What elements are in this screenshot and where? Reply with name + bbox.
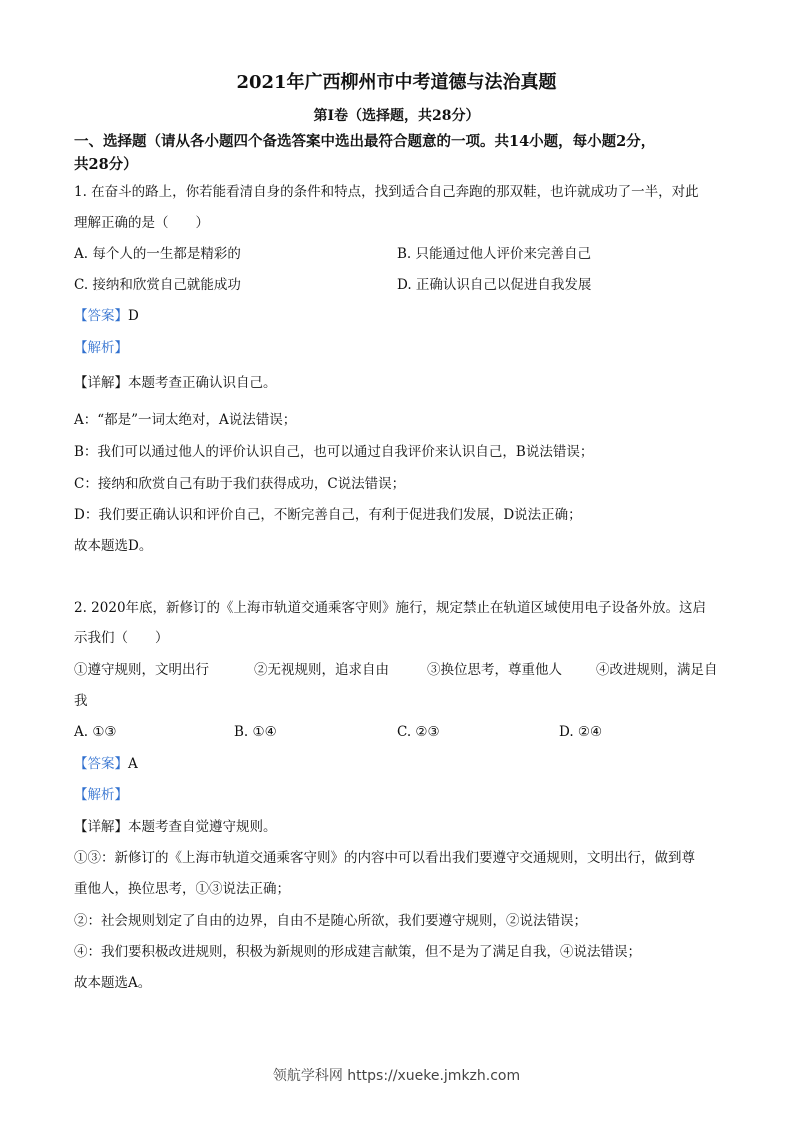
q2-item-2: ②无视规则，追求自由	[254, 662, 389, 678]
q2-explanation-4: ④：我们要积极改进规则，积极为新规则的形成建言献策，但不是为了满足自我，④说法错误；	[74, 944, 641, 960]
q1-stem-cont: 理解正确的是（ ）	[74, 215, 209, 231]
q1-analysis-tag: 【解析】	[74, 340, 128, 356]
q1-explanation-d: D：我们要正确认识和评价自己，不断完善自己，有利于促进我们发展，D说法正确；	[74, 507, 582, 523]
q2-stem: 2. 2020年底，新修订的《上海市轨道交通乘客守则》施行，规定禁止在轨道区域使用电子设备外放。这启	[74, 600, 707, 616]
q1-option-c: C. 接纳和欣赏自己就能成功	[74, 277, 241, 293]
section-subtitle: 第Ⅰ卷（选择题，共28分）	[313, 108, 480, 124]
q2-explanation-2: ②：社会规则划定了自由的边界，自由不是随心所欲，我们要遵守规则，②说法错误；	[74, 913, 587, 929]
q1-option-a: A. 每个人的一生都是精彩的	[74, 246, 241, 262]
q2-option-c: C. ②③	[397, 724, 440, 740]
q2-item-1: ①遵守规则，文明出行	[74, 662, 209, 678]
q1-conclusion: 故本题选D。	[74, 538, 153, 554]
q2-explanation-13: ①③：新修订的《上海市轨道交通乘客守则》的内容中可以看出我们要遵守交通规则，文明出行，做到尊	[74, 850, 695, 866]
q1-option-b: B. 只能通过他人评价来完善自己	[397, 246, 592, 262]
detail-text: 本题考查自觉遵守规则。	[128, 819, 277, 835]
q2-item-4: ④改进规则，满足自	[596, 662, 718, 678]
q1-explanation-a: A：“都是”一词太绝对，A说法错误；	[74, 412, 297, 428]
q2-item-4-cont: 我	[74, 693, 88, 709]
answer-tag: 【答案】	[74, 308, 128, 324]
q2-option-b: B. ①④	[234, 724, 277, 740]
q2-detail	[74, 817, 277, 837]
answer-tag: 【答案】	[74, 756, 128, 772]
detail-tag: 【详解】	[74, 375, 128, 391]
q2-option-d: D. ②④	[559, 724, 603, 740]
q1-stem: 1. 在奋斗的路上，你若能看清自身的条件和特点，找到适合自己奔跑的那双鞋，也许就成功了一半，对此	[74, 184, 699, 200]
q1-explanation-c: C：接纳和欣赏自己有助于我们获得成功，C说法错误；	[74, 476, 406, 492]
page-title: 2021年广西柳州市中考道德与法治真题	[236, 72, 557, 93]
q2-item-3: ③换位思考，尊重他人	[427, 662, 562, 678]
section-instruction-cont: 共28分）	[74, 156, 138, 173]
section-instruction: 一、选择题（请从各小题四个备选答案中选出最符合题意的一项。共14小题，每小题2分，	[74, 133, 656, 150]
q2-analysis-tag: 【解析】	[74, 787, 128, 803]
answer-value: D	[128, 308, 139, 324]
q2-explanation-13-cont: 重他人，换位思考，①③说法正确；	[74, 881, 290, 897]
q2-stem-cont: 示我们（ ）	[74, 630, 169, 646]
q2-answer	[74, 754, 138, 774]
q1-explanation-b: B：我们可以通过他人的评价认识自己，也可以通过自我评价来认识自己，B说法错误；	[74, 444, 594, 460]
q1-detail	[74, 373, 277, 393]
footer-watermark: 领航学科网 https://xueke.jmkzh.com	[272, 1068, 521, 1084]
q1-answer	[74, 306, 139, 326]
detail-text: 本题考查正确认识自己。	[128, 375, 277, 391]
detail-tag: 【详解】	[74, 819, 128, 835]
q2-conclusion: 故本题选A。	[74, 975, 152, 991]
q1-option-d: D. 正确认识自己以促进自我发展	[397, 277, 592, 293]
q2-option-a: A. ①③	[74, 724, 117, 740]
answer-value: A	[128, 756, 138, 772]
